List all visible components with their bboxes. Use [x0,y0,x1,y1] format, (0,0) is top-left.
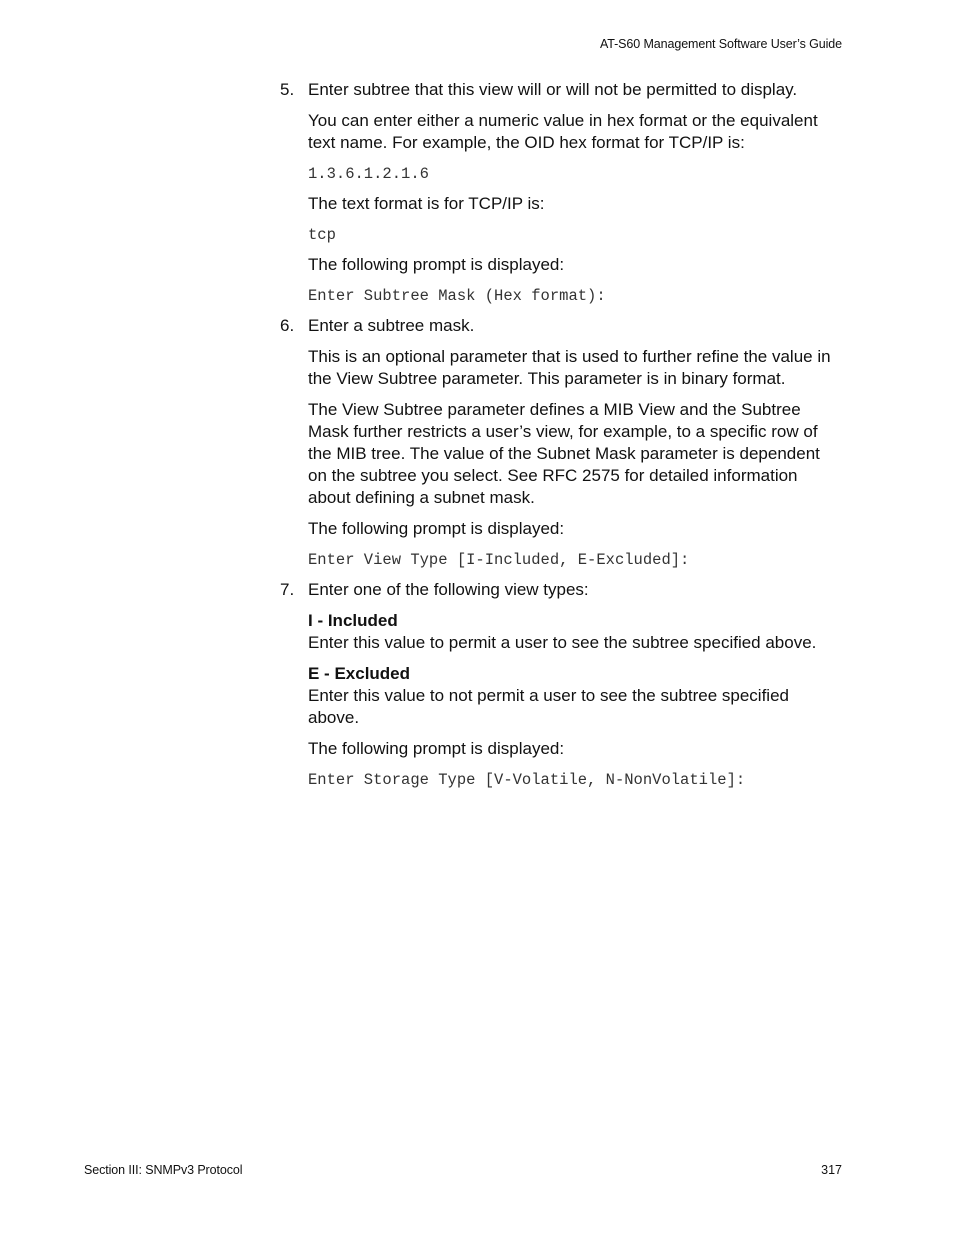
step-text: Enter one of the following view types: [308,580,589,599]
page-content [280,79,840,799]
paragraph: The following prompt is displayed: [308,519,565,538]
page-number: 317 [821,1163,842,1177]
step-number: 7. [280,580,295,599]
paragraph: The text format is for TCP/IP is: [308,194,545,213]
paragraph: The following prompt is displayed: [308,739,565,758]
paragraph: The View Subtree parameter defines a MIB View and the Subtree Mask further restricts a user’s view, for example, to a specific row of the MIB tree. The value of the Subnet Mask parameter is dependent on the subtree you select. See RFC 2575 for detailed information about defining a subnet mask. [308,400,820,507]
definition-excluded: Enter this value to not permit a user to see the subtree specified above. [308,686,789,727]
running-header: AT-S60 Management Software User’s Guide [599,37,842,51]
paragraph: This is an optional parameter that is used to further refine the value in the View Subtree parameter. This parameter is in binary format. [308,347,831,388]
step-7-body [308,610,840,791]
step-7 [280,579,840,601]
code-prompt: Enter Storage Type [V-Volatile, N-NonVolatile]: [308,771,746,789]
definition-included: Enter this value to permit a user to see the subtree specified above. [308,633,817,652]
code-example: tcp [308,226,336,244]
paragraph: The following prompt is displayed: [308,255,565,274]
paragraph: You can enter either a numeric value in hex format or the equivalent text name. For example, the OID hex format for TCP/IP is: [308,111,818,152]
step-text: Enter a subtree mask. [308,316,475,335]
code-prompt: Enter Subtree Mask (Hex format): [308,287,606,305]
step-6 [280,315,840,337]
term-excluded: E - Excluded [308,664,411,683]
term-included: I - Included [308,611,398,630]
step-text: Enter subtree that this view will or will not be permitted to display. [308,80,798,99]
code-example: 1.3.6.1.2.1.6 [308,165,429,183]
step-6-body [308,346,840,571]
step-number: 5. [280,80,295,99]
footer-section: Section III: SNMPv3 Protocol [84,1163,243,1177]
step-5-body [308,110,840,307]
step-5 [280,79,840,101]
code-prompt: Enter View Type [I-Included, E-Excluded]: [308,551,690,569]
step-number: 6. [280,316,295,335]
